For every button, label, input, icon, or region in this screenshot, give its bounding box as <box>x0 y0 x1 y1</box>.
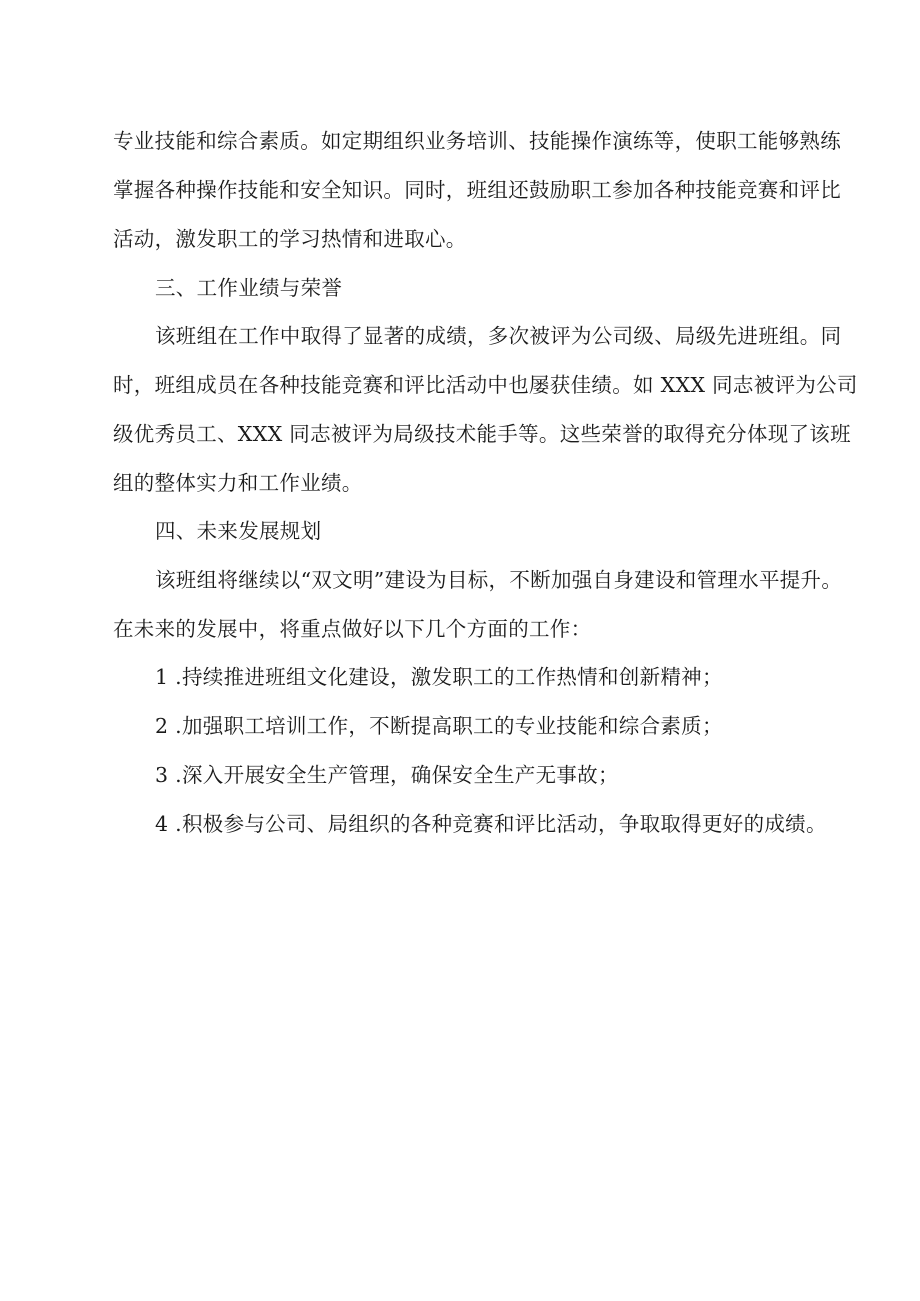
paragraph-line: 组的整体实力和工作业绩。 <box>113 471 363 495</box>
paragraph-line: 活动，激发职工的学习热情和进取心。 <box>113 227 467 251</box>
section-heading-future-plan: 四、未来发展规划 <box>155 519 322 543</box>
list-item: 4 .积极参与公司、局组织的各种竞赛和评比活动，争取取得更好的成绩。 <box>155 812 827 836</box>
list-item: 3 .深入开展安全生产管理，确保安全生产无事故； <box>155 763 619 787</box>
paragraph-line: 掌握各种操作技能和安全知识。同时，班组还鼓励职工参加各种技能竞赛和评比 <box>113 178 841 202</box>
paragraph-line: 级优秀员工、XXX 同志被评为局级技术能手等。这些荣誉的取得充分体现了该班 <box>113 422 851 446</box>
paragraph-line: 专业技能和综合素质。如定期组织业务培训、技能操作演练等，使职工能够熟练 <box>113 129 841 153</box>
list-item: 2 .加强职工培训工作，不断提高职工的专业技能和综合素质； <box>155 714 723 738</box>
paragraph-line: 时，班组成员在各种技能竞赛和评比活动中也屡获佳绩。如 XXX 同志被评为公司 <box>113 373 858 397</box>
paragraph-line: 在未来的发展中，将重点做好以下几个方面的工作： <box>113 617 592 641</box>
section-heading-achievements: 三、工作业绩与荣誉 <box>155 276 343 300</box>
paragraph-line: 该班组在工作中取得了显著的成绩，多次被评为公司级、局级先进班组。同 <box>155 324 842 348</box>
paragraph-line: 该班组将继续以“双文明”建设为目标，不断加强自身建设和管理水平提升。 <box>155 568 843 592</box>
list-item: 1 .持续推进班组文化建设，激发职工的工作热情和创新精神； <box>155 665 723 689</box>
